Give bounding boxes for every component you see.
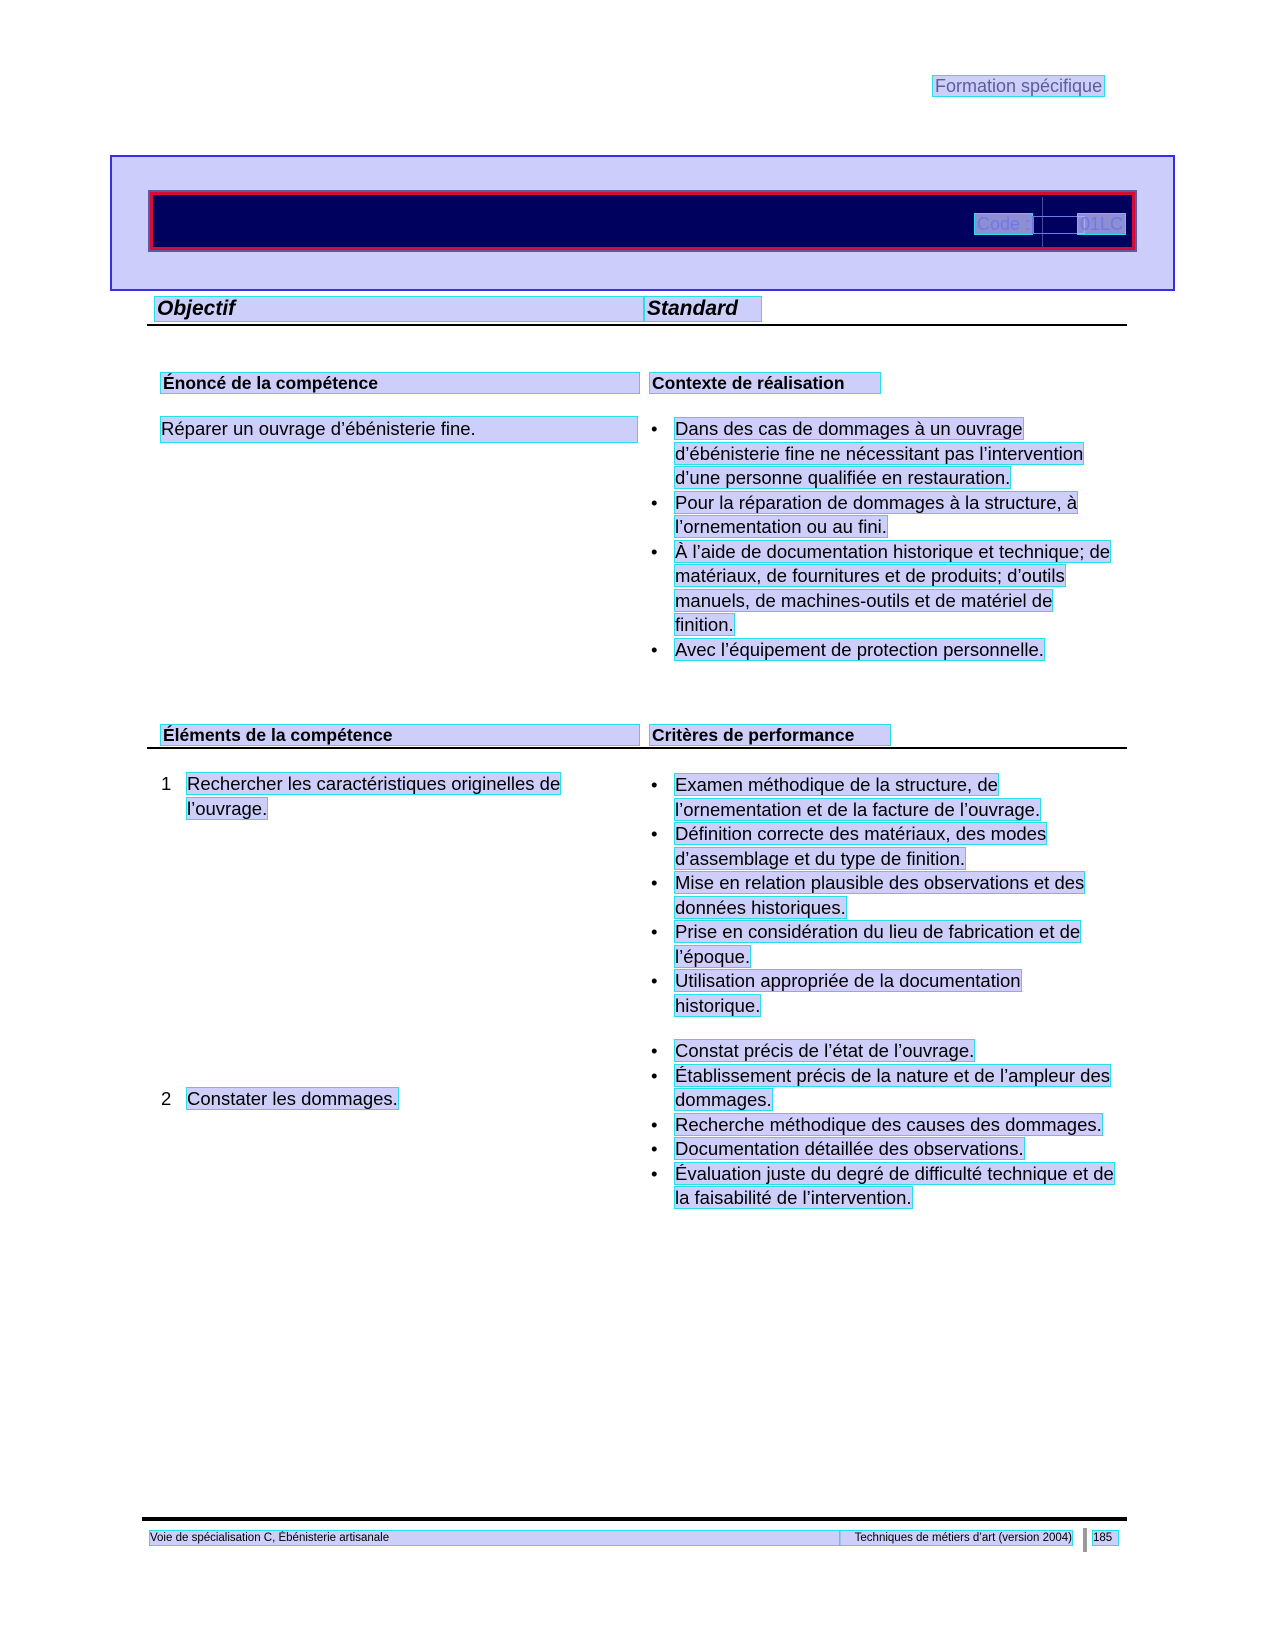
enonce-heading: Énoncé de la compétence [161, 373, 639, 393]
contexte-item: • À l’aide de documentation historique et technique; de matériaux, de fournitures et de produits; d’outils manuels, de machines-outils et de matériel de finition. [651, 540, 1111, 635]
criteria-item: • Constat précis de l’état de l’ouvrage. [651, 1040, 975, 1061]
contexte-list [651, 417, 1116, 662]
criteria-item: • Examen méthodique de la structure, de l’ornementation et de la facture de l’ouvrage. [651, 774, 1041, 820]
footer-rule [142, 1517, 1127, 1521]
contexte-item: • Pour la réparation de dommages à la structure, à l’ornementation ou au fini. [651, 491, 1078, 537]
criteria-item: • Prise en considération du lieu de fabrication et de l’époque. [651, 921, 1081, 967]
contexte-item: • Dans des cas de dommages à un ouvrage d’ébénisterie fine ne nécessitant pas l’intervention d’une personne qualifiée en restauration. [651, 418, 1084, 488]
criteria-item: • Recherche méthodique des causes des dommages. [651, 1113, 1102, 1135]
criteres-heading: Critères de performance [650, 725, 890, 745]
section-header: Formation spécifique [935, 76, 1103, 96]
contexte-item: • Avec l’équipement de protection personnelle. [651, 638, 1044, 660]
standard-heading: Standard [645, 297, 761, 321]
elements-heading: Éléments de la compétence [161, 725, 639, 745]
criteria-item: • Définition correcte des matériaux, des modes d’assemblage et du type de finition. [651, 823, 1047, 869]
criteria-item: • Documentation détaillée des observations. [651, 1138, 1024, 1159]
footer-right: Techniques de métiers d’art (version 2004) [840, 1531, 1072, 1545]
code-value: 01LC [1080, 214, 1124, 234]
element-item-2: 2 Constater les dommages. [161, 1088, 398, 1109]
footer-left: Voie de spécialisation C, Ébénisterie artisanale [150, 1531, 840, 1545]
enonce-text: Réparer un ouvrage d’ébénisterie fine. [161, 417, 637, 442]
criteria-item: • Mise en relation plausible des observations et des données historiques. [651, 872, 1085, 918]
criteria-list-2 [651, 1039, 1116, 1211]
criteria-list-1 [651, 773, 1106, 1018]
contexte-heading: Contexte de réalisation [650, 373, 880, 393]
code-label: Code : [977, 214, 1031, 234]
criteria-item: • Évaluation juste du degré de difficulté technique et de la faisabilité de l’intervention. [651, 1162, 1114, 1208]
footer-separator [1083, 1528, 1087, 1552]
heading-rule [147, 324, 1127, 326]
element-item-1: 1 Rechercher les caractéristiques originelles de l’ouvrage. [161, 773, 561, 819]
objectif-heading: Objectif [155, 297, 643, 321]
criteria-item: • Utilisation appropriée de la documentation historique. [651, 970, 1021, 1016]
elements-rule [147, 747, 1127, 749]
criteria-item: • Établissement précis de la nature et de l’ampleur des dommages. [651, 1064, 1110, 1110]
page-number: 185 [1093, 1531, 1118, 1545]
